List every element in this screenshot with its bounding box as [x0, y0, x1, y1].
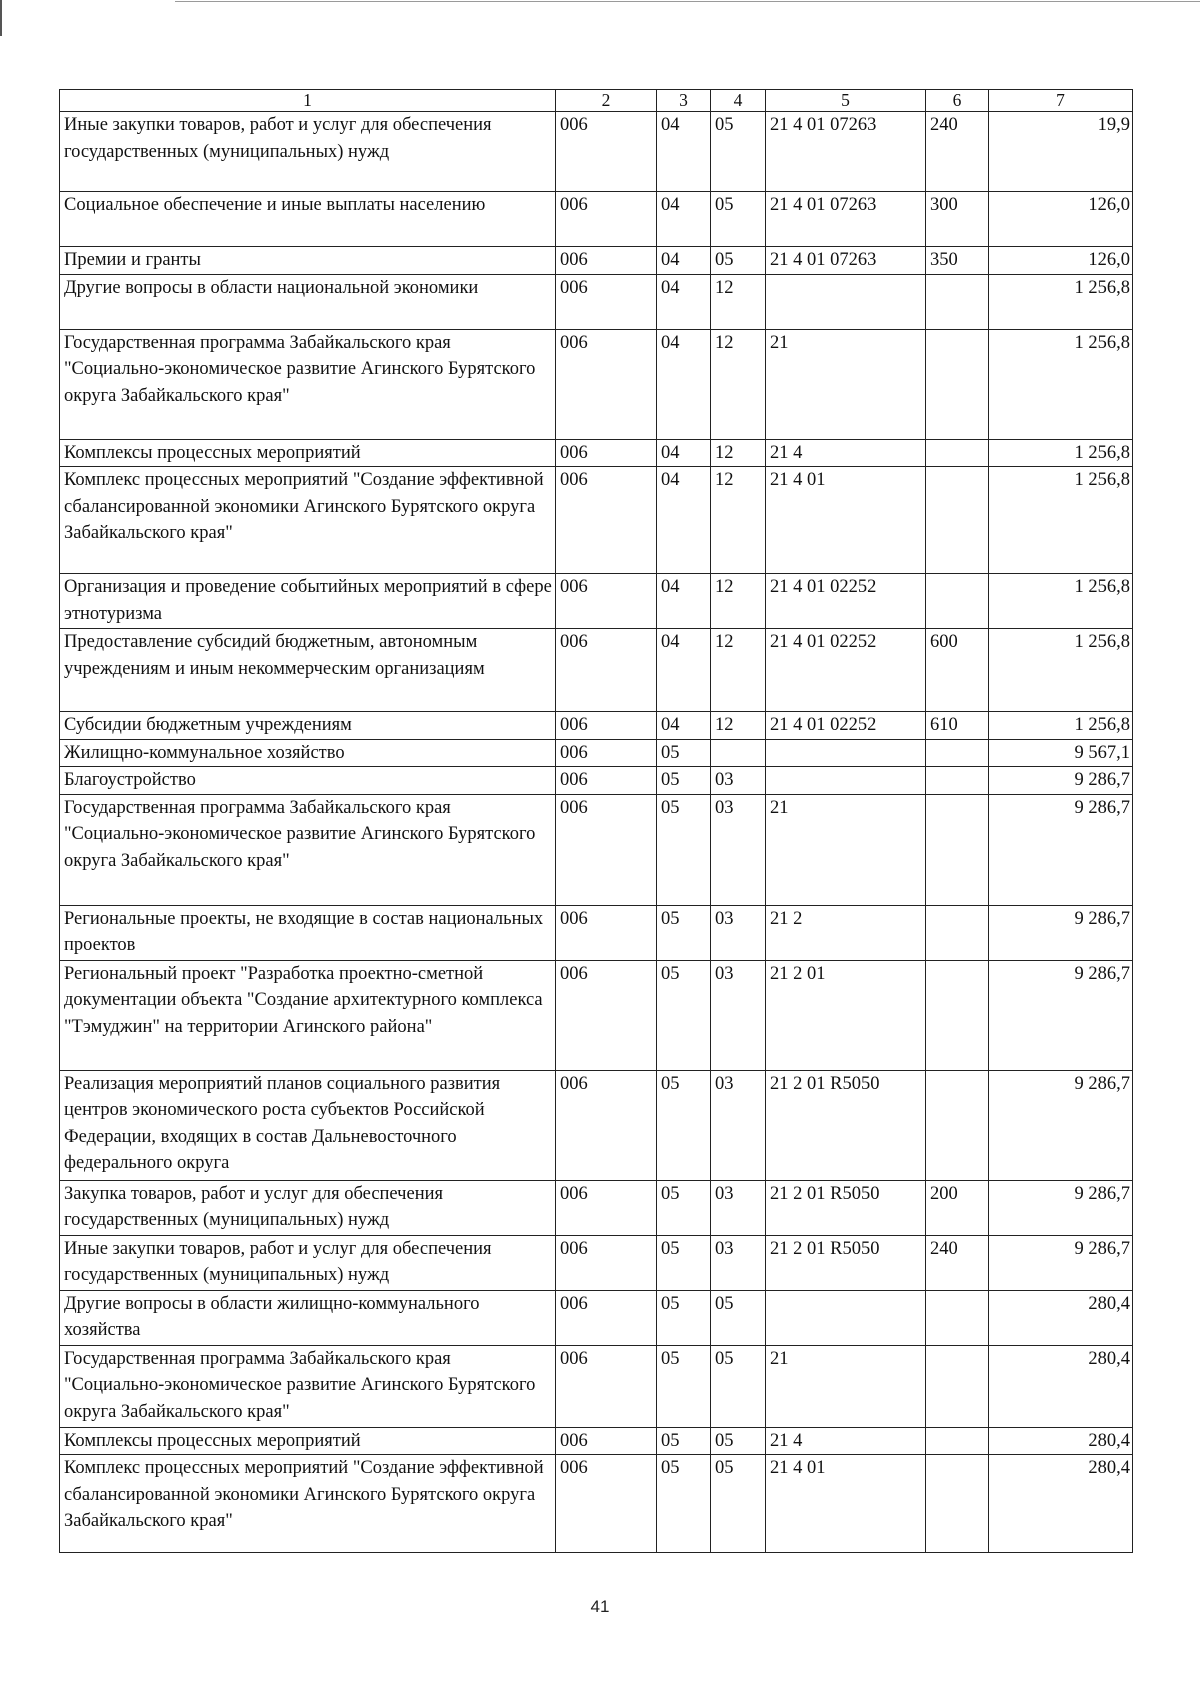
- target-article-cell: [766, 767, 926, 795]
- table-row: [60, 467, 1133, 574]
- section-cell: 05: [657, 767, 711, 795]
- scan-edge-line: [175, 1, 1200, 2]
- amount-cell: 1 256,8: [989, 439, 1133, 467]
- amount-cell: 1 256,8: [989, 574, 1133, 629]
- table-row: [60, 329, 1133, 439]
- section-cell: 05: [657, 1070, 711, 1180]
- table-row: [60, 439, 1133, 467]
- table-row: [60, 192, 1133, 247]
- table-row: [60, 767, 1133, 795]
- subsection-cell: 03: [711, 1070, 766, 1180]
- row-name: Социальное обеспечение и иные выплаты населению: [60, 192, 556, 247]
- subsection-cell: 12: [711, 712, 766, 740]
- expense-type-cell: [926, 905, 989, 960]
- budget-table: [59, 89, 1133, 1553]
- section-cell: 05: [657, 1180, 711, 1235]
- table-row: [60, 1427, 1133, 1455]
- subsection-cell: 12: [711, 274, 766, 329]
- table-row: [60, 629, 1133, 712]
- subsection-cell: 03: [711, 1180, 766, 1235]
- target-article-cell: 21 4 01 02252: [766, 574, 926, 629]
- target-article-cell: 21 2 01 R5050: [766, 1180, 926, 1235]
- column-header: 1: [60, 90, 556, 112]
- target-article-cell: 21 4 01 07263: [766, 112, 926, 192]
- subsection-cell: 03: [711, 1235, 766, 1290]
- section-cell: 04: [657, 712, 711, 740]
- row-name: Предоставление субсидий бюджетным, автономным учреждениям и иным некоммерческим организациям: [60, 629, 556, 712]
- code-cell: 006: [556, 1427, 657, 1455]
- amount-cell: 126,0: [989, 192, 1133, 247]
- table-row: [60, 1290, 1133, 1345]
- section-cell: 05: [657, 1290, 711, 1345]
- row-name: Комплексы процессных мероприятий: [60, 439, 556, 467]
- subsection-cell: 05: [711, 1290, 766, 1345]
- row-name: Государственная программа Забайкальского края "Социально-экономическое развитие Агинского Бурятского округа Забайкальского края": [60, 329, 556, 439]
- table-row: [60, 1455, 1133, 1553]
- section-cell: 05: [657, 794, 711, 905]
- row-name: Государственная программа Забайкальского края "Социально-экономическое развитие Агинского Бурятского округа Забайкальского края": [60, 1345, 556, 1427]
- amount-cell: 9 286,7: [989, 794, 1133, 905]
- amount-cell: 9 286,7: [989, 1070, 1133, 1180]
- table-row: [60, 274, 1133, 329]
- code-cell: 006: [556, 1180, 657, 1235]
- expense-type-cell: [926, 1427, 989, 1455]
- target-article-cell: 21 2 01: [766, 960, 926, 1070]
- code-cell: 006: [556, 739, 657, 767]
- subsection-cell: 12: [711, 629, 766, 712]
- amount-cell: 9 286,7: [989, 1235, 1133, 1290]
- code-cell: 006: [556, 329, 657, 439]
- section-cell: 04: [657, 112, 711, 192]
- column-header: 5: [766, 90, 926, 112]
- section-cell: 05: [657, 1345, 711, 1427]
- code-cell: 006: [556, 767, 657, 795]
- section-cell: 04: [657, 467, 711, 574]
- table-row: [60, 247, 1133, 275]
- expense-type-cell: [926, 767, 989, 795]
- amount-cell: 126,0: [989, 247, 1133, 275]
- target-article-cell: 21 2 01 R5050: [766, 1235, 926, 1290]
- row-name: Реализация мероприятий планов социального развития центров экономического роста субъектов Российской Федерации, входящих в состав Дальневосточного федерального округа: [60, 1070, 556, 1180]
- row-name: Благоустройство: [60, 767, 556, 795]
- expense-type-cell: [926, 467, 989, 574]
- row-name: Премии и гранты: [60, 247, 556, 275]
- target-article-cell: 21 4 01: [766, 1455, 926, 1553]
- code-cell: 006: [556, 439, 657, 467]
- row-name: Комплекс процессных мероприятий "Создание эффективной сбалансированной экономики Агинского Бурятского округа Забайкальского края": [60, 1455, 556, 1553]
- row-name: Жилищно-коммунальное хозяйство: [60, 739, 556, 767]
- column-header: 6: [926, 90, 989, 112]
- subsection-cell: 03: [711, 767, 766, 795]
- target-article-cell: 21 4 01 07263: [766, 192, 926, 247]
- code-cell: 006: [556, 905, 657, 960]
- table-row: [60, 712, 1133, 740]
- amount-cell: 280,4: [989, 1290, 1133, 1345]
- expense-type-cell: [926, 574, 989, 629]
- subsection-cell: 05: [711, 1345, 766, 1427]
- amount-cell: 1 256,8: [989, 712, 1133, 740]
- section-cell: 04: [657, 329, 711, 439]
- row-name: Региональные проекты, не входящие в состав национальных проектов: [60, 905, 556, 960]
- scan-edge-mark: [0, 0, 2, 36]
- amount-cell: 9 286,7: [989, 1180, 1133, 1235]
- row-name: Региональный проект "Разработка проектно-сметной документации объекта "Создание архитектурного комплекса "Тэмуджин" на территории Агинского района": [60, 960, 556, 1070]
- subsection-cell: 05: [711, 192, 766, 247]
- row-name: Иные закупки товаров, работ и услуг для обеспечения государственных (муниципальных) нужд: [60, 1235, 556, 1290]
- expense-type-cell: [926, 794, 989, 905]
- subsection-cell: 05: [711, 1455, 766, 1553]
- subsection-cell: 05: [711, 1427, 766, 1455]
- code-cell: 006: [556, 247, 657, 275]
- expense-type-cell: [926, 1290, 989, 1345]
- expense-type-cell: 240: [926, 1235, 989, 1290]
- code-cell: 006: [556, 192, 657, 247]
- expense-type-cell: 350: [926, 247, 989, 275]
- target-article-cell: 21 4: [766, 1427, 926, 1455]
- code-cell: 006: [556, 112, 657, 192]
- table-row: [60, 1345, 1133, 1427]
- code-cell: 006: [556, 1345, 657, 1427]
- subsection-cell: 12: [711, 439, 766, 467]
- row-name: Организация и проведение событийных мероприятий в сфере этнотуризма: [60, 574, 556, 629]
- target-article-cell: 21 2: [766, 905, 926, 960]
- section-cell: 05: [657, 960, 711, 1070]
- code-cell: 006: [556, 960, 657, 1070]
- amount-cell: 1 256,8: [989, 329, 1133, 439]
- code-cell: 006: [556, 712, 657, 740]
- section-cell: 04: [657, 274, 711, 329]
- table-row: [60, 1235, 1133, 1290]
- section-cell: 04: [657, 439, 711, 467]
- table-row: [60, 960, 1133, 1070]
- code-cell: 006: [556, 1290, 657, 1345]
- row-name: Субсидии бюджетным учреждениям: [60, 712, 556, 740]
- subsection-cell: 03: [711, 905, 766, 960]
- code-cell: 006: [556, 1070, 657, 1180]
- amount-cell: 280,4: [989, 1345, 1133, 1427]
- subsection-cell: 05: [711, 247, 766, 275]
- subsection-cell: 03: [711, 960, 766, 1070]
- expense-type-cell: 600: [926, 629, 989, 712]
- table-row: [60, 794, 1133, 905]
- code-cell: 006: [556, 1235, 657, 1290]
- target-article-cell: 21 4 01 02252: [766, 712, 926, 740]
- amount-cell: 9 286,7: [989, 905, 1133, 960]
- section-cell: 04: [657, 192, 711, 247]
- table-row: [60, 1180, 1133, 1235]
- expense-type-cell: 240: [926, 112, 989, 192]
- row-name: Комплексы процессных мероприятий: [60, 1427, 556, 1455]
- table-row: [60, 1070, 1133, 1180]
- column-header: 2: [556, 90, 657, 112]
- amount-cell: 1 256,8: [989, 467, 1133, 574]
- expense-type-cell: 300: [926, 192, 989, 247]
- subsection-cell: 12: [711, 329, 766, 439]
- target-article-cell: 21 4: [766, 439, 926, 467]
- column-header: 7: [989, 90, 1133, 112]
- target-article-cell: [766, 1290, 926, 1345]
- expense-type-cell: [926, 1345, 989, 1427]
- subsection-cell: 12: [711, 574, 766, 629]
- section-cell: 05: [657, 1427, 711, 1455]
- expense-type-cell: [926, 739, 989, 767]
- section-cell: 05: [657, 739, 711, 767]
- section-cell: 05: [657, 1455, 711, 1553]
- target-article-cell: 21 4 01: [766, 467, 926, 574]
- page-number: 41: [590, 1597, 610, 1616]
- row-name: Закупка товаров, работ и услуг для обеспечения государственных (муниципальных) нужд: [60, 1180, 556, 1235]
- subsection-cell: 12: [711, 467, 766, 574]
- target-article-cell: 21 4 01 02252: [766, 629, 926, 712]
- expense-type-cell: [926, 329, 989, 439]
- row-name: Другие вопросы в области жилищно-коммунального хозяйства: [60, 1290, 556, 1345]
- amount-cell: 9 567,1: [989, 739, 1133, 767]
- column-header: 3: [657, 90, 711, 112]
- section-cell: 05: [657, 1235, 711, 1290]
- amount-cell: 280,4: [989, 1427, 1133, 1455]
- expense-type-cell: [926, 274, 989, 329]
- row-name: Комплекс процессных мероприятий "Создание эффективной сбалансированной экономики Агинского Бурятского округа Забайкальского края": [60, 467, 556, 574]
- section-cell: 04: [657, 247, 711, 275]
- table-row: [60, 112, 1133, 192]
- table-row: [60, 574, 1133, 629]
- target-article-cell: 21 2 01 R5050: [766, 1070, 926, 1180]
- expense-type-cell: [926, 960, 989, 1070]
- amount-cell: 1 256,8: [989, 629, 1133, 712]
- row-name: Другие вопросы в области национальной экономики: [60, 274, 556, 329]
- table-row: [60, 739, 1133, 767]
- subsection-cell: 03: [711, 794, 766, 905]
- row-name: Государственная программа Забайкальского края "Социально-экономическое развитие Агинского Бурятского округа Забайкальского края": [60, 794, 556, 905]
- section-cell: 04: [657, 629, 711, 712]
- section-cell: 05: [657, 905, 711, 960]
- amount-cell: 9 286,7: [989, 960, 1133, 1070]
- column-header: 4: [711, 90, 766, 112]
- section-cell: 04: [657, 574, 711, 629]
- subsection-cell: [711, 739, 766, 767]
- code-cell: 006: [556, 1455, 657, 1553]
- target-article-cell: [766, 739, 926, 767]
- amount-cell: 9 286,7: [989, 767, 1133, 795]
- subsection-cell: 05: [711, 112, 766, 192]
- expense-type-cell: 200: [926, 1180, 989, 1235]
- target-article-cell: 21: [766, 1345, 926, 1427]
- amount-cell: 19,9: [989, 112, 1133, 192]
- code-cell: 006: [556, 467, 657, 574]
- expense-type-cell: [926, 439, 989, 467]
- expense-type-cell: 610: [926, 712, 989, 740]
- amount-cell: 280,4: [989, 1455, 1133, 1553]
- code-cell: 006: [556, 274, 657, 329]
- target-article-cell: [766, 274, 926, 329]
- table-header-row: [60, 90, 1133, 112]
- expense-type-cell: [926, 1070, 989, 1180]
- target-article-cell: 21: [766, 329, 926, 439]
- target-article-cell: 21: [766, 794, 926, 905]
- code-cell: 006: [556, 574, 657, 629]
- code-cell: 006: [556, 629, 657, 712]
- expense-type-cell: [926, 1455, 989, 1553]
- amount-cell: 1 256,8: [989, 274, 1133, 329]
- target-article-cell: 21 4 01 07263: [766, 247, 926, 275]
- row-name: Иные закупки товаров, работ и услуг для обеспечения государственных (муниципальных) нужд: [60, 112, 556, 192]
- table-row: [60, 905, 1133, 960]
- code-cell: 006: [556, 794, 657, 905]
